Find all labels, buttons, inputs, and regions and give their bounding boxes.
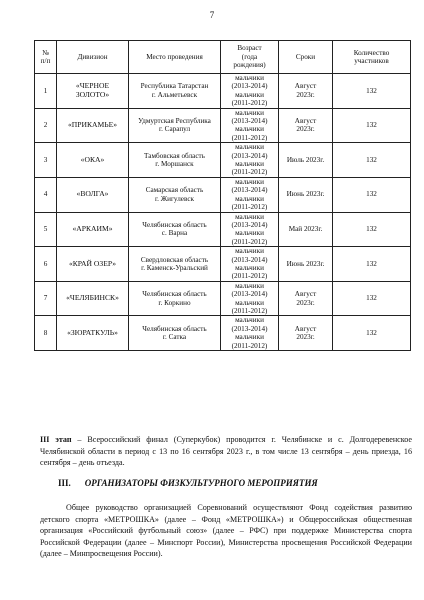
cell-count: 132 (333, 74, 411, 109)
cell-num: 1 (35, 74, 57, 109)
cell-age: мальчики (2013-2014) мальчики (2011-2012) (221, 212, 279, 247)
cell-num: 7 (35, 281, 57, 316)
cell-venue: Республика Татарстан г. Альметьевск (129, 74, 221, 109)
cell-dates: Август 2023г. (279, 74, 333, 109)
stage3-label: III этап (40, 435, 72, 444)
cell-age: мальчики (2013-2014) мальчики (2011-2012) (221, 143, 279, 178)
cell-age: мальчики (2013-2014) мальчики (2011-2012) (221, 247, 279, 282)
table-row (35, 247, 411, 282)
cell-age: мальчики (2013-2014) мальчики (2011-2012) (221, 316, 279, 351)
cell-num: 5 (35, 212, 57, 247)
cell-dates: Август 2023г. (279, 108, 333, 143)
stage3-paragraph (40, 434, 412, 469)
divisions-table (34, 40, 411, 351)
cell-dates: Август 2023г. (279, 316, 333, 351)
table-row (35, 177, 411, 212)
cell-division: «ПРИКАМЬЕ» (57, 108, 129, 143)
stage3-text: – Всероссийский финал (Суперкубок) проводится г. Челябинске и с. Долгодеревенское Челябинской области в период с 13 по 16 сентября 2023 г., в том числе 13 сентября – день приезда, 16 сентября – день отъезда. (40, 435, 412, 467)
cell-count: 132 (333, 108, 411, 143)
cell-age: мальчики (2013-2014) мальчики (2011-2012) (221, 281, 279, 316)
header-count: Количество участников (333, 41, 411, 74)
cell-venue: Удмуртская Республика г. Сарапул (129, 108, 221, 143)
cell-dates: Июнь 2023г. (279, 247, 333, 282)
section-heading (58, 478, 398, 488)
table-row (35, 108, 411, 143)
header-venue: Место проведения (129, 41, 221, 74)
header-age: Возраст (года рождения) (221, 41, 279, 74)
cell-division: «КРАЙ ОЗЕР» (57, 247, 129, 282)
cell-division: «ЗЮРАТКУЛЬ» (57, 316, 129, 351)
header-division: Дивизион (57, 41, 129, 74)
cell-dates: Август 2023г. (279, 281, 333, 316)
cell-division: «ЧЕРНОЕ ЗОЛОТО» (57, 74, 129, 109)
cell-num: 6 (35, 247, 57, 282)
cell-dates: Май 2023г. (279, 212, 333, 247)
cell-dates: Июнь 2023г. (279, 177, 333, 212)
cell-num: 2 (35, 108, 57, 143)
cell-venue: Тамбовская область г. Моршанск (129, 143, 221, 178)
cell-age: мальчики (2013-2014) мальчики (2011-2012) (221, 74, 279, 109)
table-row (35, 74, 411, 109)
table-body (35, 74, 411, 351)
section-number: III. (58, 478, 71, 488)
cell-division: «ЧЕЛЯБИНСК» (57, 281, 129, 316)
cell-venue: Челябинская область г. Сатка (129, 316, 221, 351)
cell-count: 132 (333, 281, 411, 316)
page-number: 7 (209, 10, 215, 20)
organizers-paragraph: Общее руководство организацией Соревнований осуществляют Фонд содействия развитию детского спорта «МЕТРОШКА» (далее – Фонд «МЕТРОШКА») и Общероссийская общественная организация «Российский футбольный союз» (далее – РФС) при поддержке Министерства спорта Российской Федерации (далее – Минспорт России), Министерства просвещения Российской Федерации (далее – Минпросвещения России). (40, 503, 412, 558)
table-row (35, 316, 411, 351)
cell-num: 3 (35, 143, 57, 178)
cell-division: «ВОЛГА» (57, 177, 129, 212)
cell-count: 132 (333, 177, 411, 212)
header-num: № п/п (35, 41, 57, 74)
cell-venue: Свердловская область г. Каменск-Уральский (129, 247, 221, 282)
cell-count: 132 (333, 143, 411, 178)
cell-division: «ОКА» (57, 143, 129, 178)
table-row (35, 281, 411, 316)
header-dates: Сроки (279, 41, 333, 74)
cell-age: мальчики (2013-2014) мальчики (2011-2012) (221, 108, 279, 143)
cell-count: 132 (333, 212, 411, 247)
cell-num: 4 (35, 177, 57, 212)
cell-dates: Июль 2023г. (279, 143, 333, 178)
cell-division: «АРКАИМ» (57, 212, 129, 247)
table-header-row (35, 41, 411, 74)
table-row (35, 212, 411, 247)
cell-venue: Челябинская область г. Коркино (129, 281, 221, 316)
cell-count: 132 (333, 316, 411, 351)
cell-count: 132 (333, 247, 411, 282)
cell-venue: Челябинская область с. Варна (129, 212, 221, 247)
cell-num: 8 (35, 316, 57, 351)
section-title: ОРГАНИЗАТОРЫ ФИЗКУЛЬТУРНОГО МЕРОПРИЯТИЯ (84, 478, 318, 488)
table-row (35, 143, 411, 178)
cell-venue: Самарская область г. Жигулевск (129, 177, 221, 212)
cell-age: мальчики (2013-2014) мальчики (2011-2012) (221, 177, 279, 212)
